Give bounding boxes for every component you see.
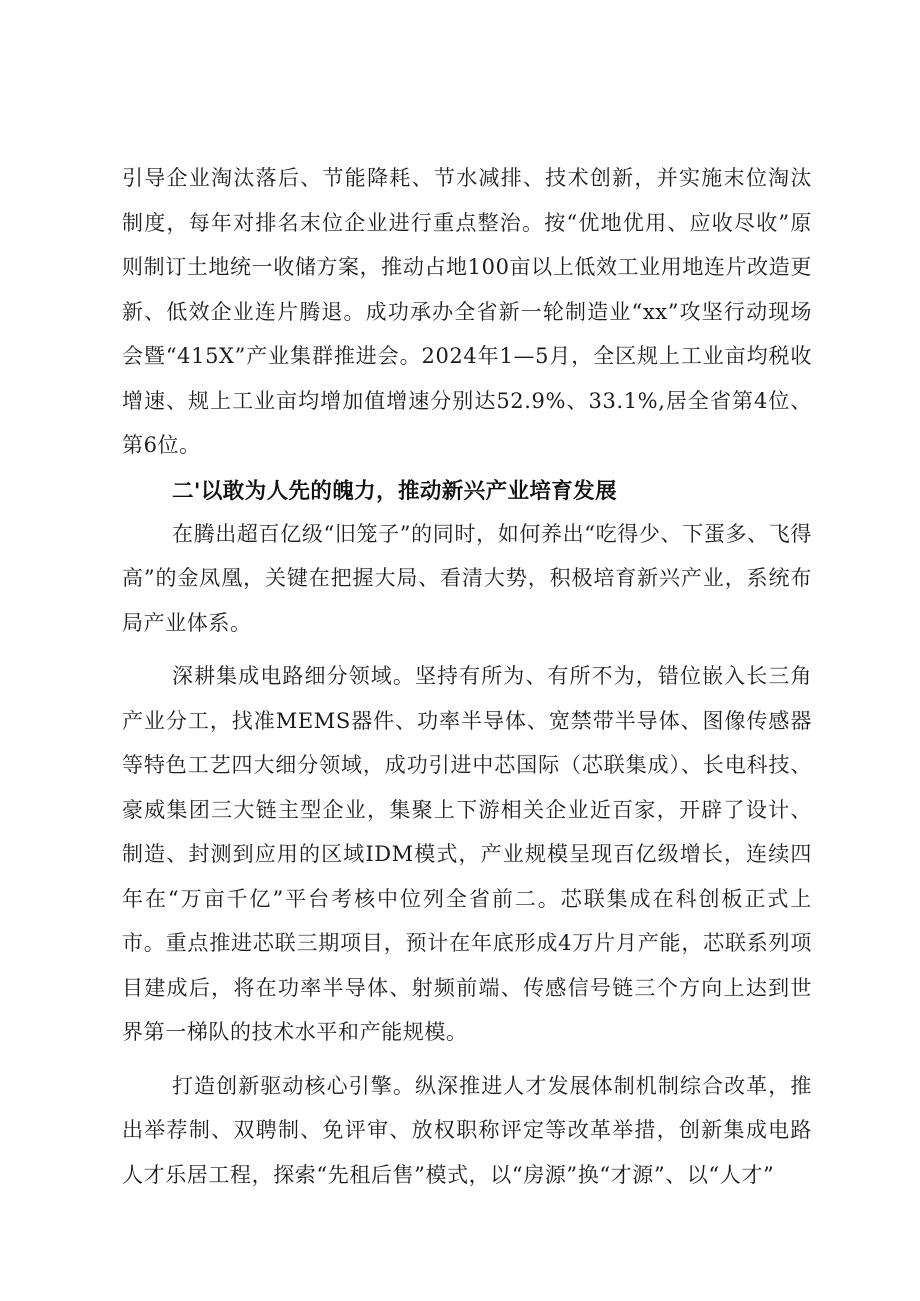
paragraph-innovation-engine: 打造创新驱动核心引擎。纵深推进人才发展体制机制综合改革，推出举荐制、双聘制、免评审、放权职称评定等改革举措，创新集成电路人才乐居工程，探索“先租后售”模式，以“房源”换“才源”、以“人才” [122,1073,812,1187]
paragraph-golden-phoenix: 在腾出超百亿级“旧笼子”的同时，如何养出“吃得少、下蛋多、飞得高”的金凤凰，关键在把握大局、看清大势，积极培育新兴产业，系统布局产业体系。 [122,521,812,635]
paragraph-integrated-circuits: 深耕集成电路细分领域。坚持有所为、有所不为，错位嵌入长三角产业分工，找准MEMS器件、功率半导体、宽禁带半导体、图像传感器等特色工艺四大细分领域，成功引进中芯国际（芯联集成）、长电科技、豪威集团三大链主型企业，集聚上下游相关企业近百家，开辟了设计、制造、封测到应用的区域IDM模式，产业规模呈现百亿级增长，连续四年在“万亩千亿”平台考核中位列全省前二。芯联集成在科创板正式上市。重点推进芯联三期项目，预计在年底形成4万片月产能，芯联系列项目建成后，将在功率半导体、射频前端、传感信号链三个方向上达到世界第一梯队的技术水平和产能规模。 [122,664,812,1044]
paragraph-land-reform: 引导企业淘汰落后、节能降耗、节水减排、技术创新，并实施末位淘汰制度，每年对排名末位企业进行重点整治。按“优地优用、应收尽收”原则制订土地统一收储方案，推动占地100亩以上低效工业用地连片改造更新、低效企业连片腾退。成功承办全省新一轮制造业“xx”攻坚行动现场会暨“415X”产业集群推进会。2024年1—5月，全区规上工业亩均税收增速、规上工业亩均增加值增速分别达52.9%、33.1%,居全省第4位、第6位。 [122,166,812,457]
section-heading-emerging-industries: 二'以敢为人先的魄力，推动新兴产业培育发展 [172,478,617,504]
document-body [122,156,812,1197]
